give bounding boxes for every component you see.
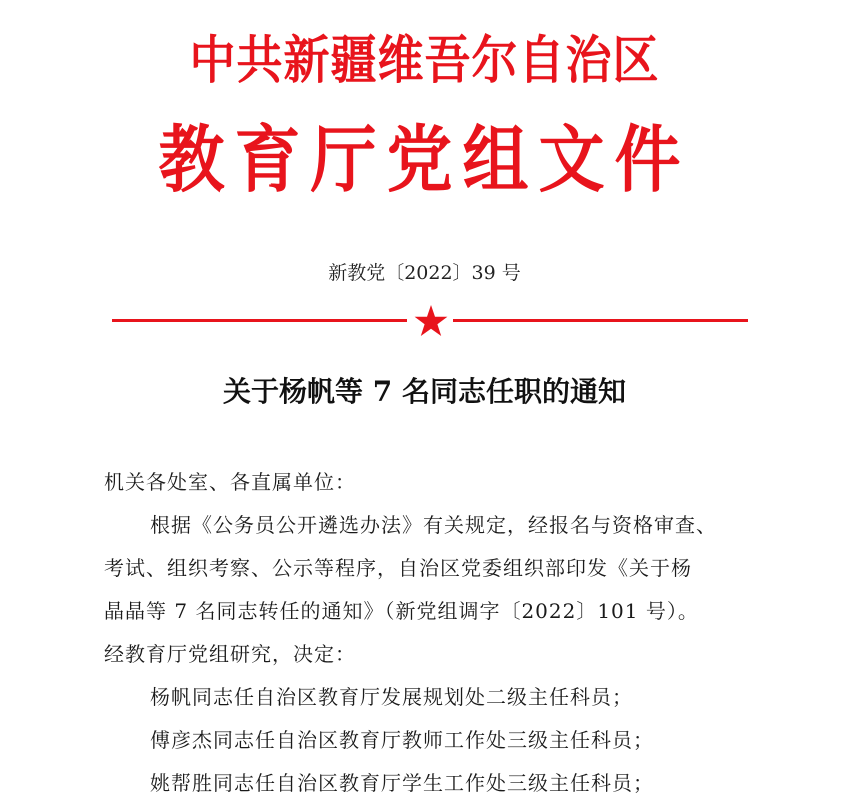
star-icon (414, 304, 448, 338)
divider-rule-right (453, 319, 748, 322)
paragraph-line: 考试、组织考察、公示等程序，自治区党委组织部印发《关于杨 (104, 556, 692, 580)
issuing-authority-line2: 教育厅党组文件 (158, 118, 691, 203)
divider-rule-left (112, 319, 407, 322)
appointment-item: 姚帮胜同志任自治区教育厅学生工作处三级主任科员； (150, 771, 654, 795)
salutation: 机关各处室、各直属单位： (104, 470, 356, 494)
document-title: 关于杨帆等 7 名同志任职的通知 (223, 375, 626, 408)
paragraph-line: 晶晶等 7 名同志转任的通知》（新党组调字〔2022〕101 号）。 (104, 599, 699, 623)
document-body (104, 461, 764, 805)
paragraph-line: 经教育厅党组研究，决定： (104, 642, 356, 666)
paragraph-line: 根据《公务员公开遴选办法》有关规定，经报名与资格审查、 (150, 513, 717, 537)
issuing-authority-line1: 中共新疆维吾尔自治区 (189, 29, 660, 91)
header-divider (112, 304, 748, 338)
appointment-item: 杨帆同志任自治区教育厅发展规划处二级主任科员； (150, 685, 633, 709)
appointment-item: 傅彦杰同志任自治区教育厅教师工作处三级主任科员； (150, 728, 654, 752)
document-number: 新教党〔2022〕39 号 (328, 262, 521, 284)
